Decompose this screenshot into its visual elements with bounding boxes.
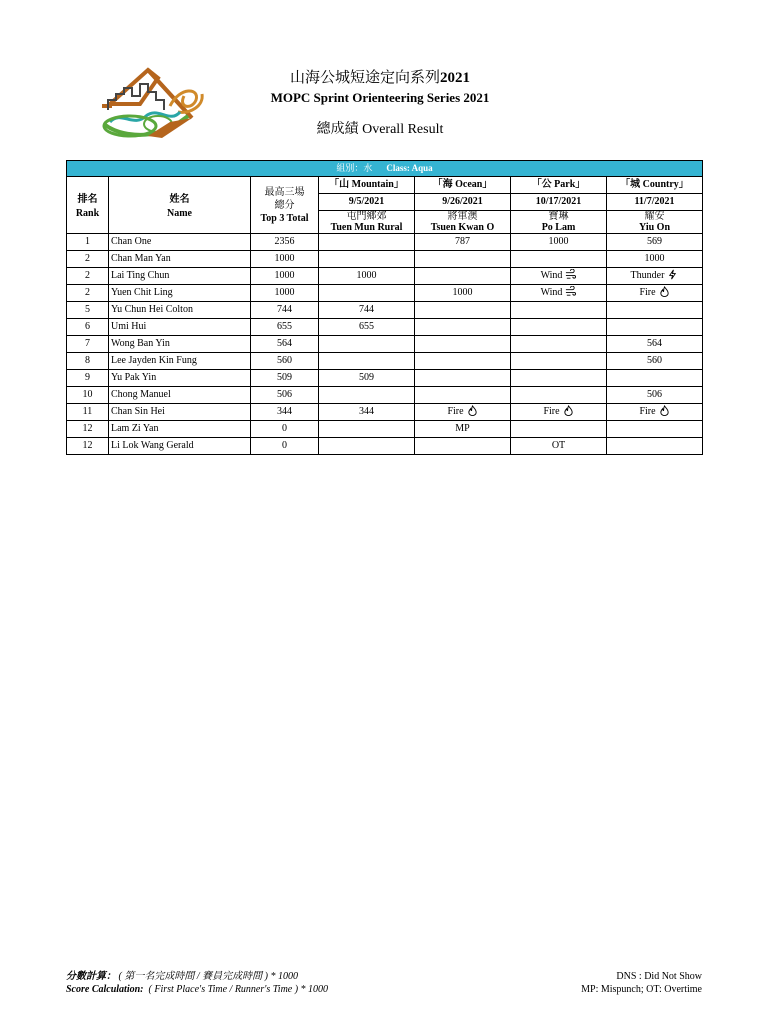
wind-icon — [565, 286, 576, 297]
results-table — [66, 160, 703, 455]
table-row — [67, 268, 703, 285]
rank-cell: 8 — [67, 353, 109, 370]
event-4-cell: Fire — [607, 404, 703, 421]
event-1-cell: 655 — [319, 319, 415, 336]
name-header: 姓名 Name — [109, 177, 251, 234]
event-4-cell: Fire — [607, 285, 703, 302]
event-2-venue: 將軍澳 Tsuen Kwan O — [415, 211, 511, 234]
event-4-cell: 560 — [607, 353, 703, 370]
name-cell: Lai Ting Chun — [109, 268, 251, 285]
event-4-cell: 569 — [607, 234, 703, 251]
total-cell: 344 — [251, 404, 319, 421]
series-title-zh: 山海公城短途定向系列2021 — [289, 70, 470, 86]
table-row — [67, 234, 703, 251]
event-3-cell: Wind — [511, 268, 607, 285]
event-1-cell — [319, 387, 415, 404]
rank-cell: 12 — [67, 421, 109, 438]
rank-header: 排名 Rank — [67, 177, 109, 234]
event-1-cell: 509 — [319, 370, 415, 387]
event-3-cell — [511, 353, 607, 370]
event-2-cell — [415, 251, 511, 268]
table-row — [67, 404, 703, 421]
event-3-cell — [511, 387, 607, 404]
event-2-cell — [415, 268, 511, 285]
total-cell: 0 — [251, 438, 319, 455]
name-cell: Lam Zi Yan — [109, 421, 251, 438]
event-2-cell — [415, 336, 511, 353]
name-cell: Chan Sin Hei — [109, 404, 251, 421]
event-1-cell: 744 — [319, 302, 415, 319]
event-3-cell — [511, 336, 607, 353]
event-3-date: 10/17/2021 — [511, 194, 607, 211]
name-cell: Chan Man Yan — [109, 251, 251, 268]
table-row — [67, 421, 703, 438]
rank-cell: 9 — [67, 370, 109, 387]
result-title: 總成績 Overall Result — [316, 122, 444, 137]
name-cell: Yu Chun Hei Colton — [109, 302, 251, 319]
event-4-venue: 耀安 Yiu On — [607, 211, 703, 234]
event-2-cell — [415, 370, 511, 387]
table-row — [67, 370, 703, 387]
total-cell: 509 — [251, 370, 319, 387]
total-cell: 1000 — [251, 268, 319, 285]
event-3-cell — [511, 421, 607, 438]
event-2-date: 9/26/2021 — [415, 194, 511, 211]
event-1-cell — [319, 336, 415, 353]
event-1-cell — [319, 285, 415, 302]
event-2-cell — [415, 387, 511, 404]
table-row — [67, 387, 703, 404]
series-title-en: MOPC Sprint Orienteering Series 2021 — [270, 90, 490, 105]
rank-cell: 2 — [67, 285, 109, 302]
event-2-cell — [415, 353, 511, 370]
total-cell: 1000 — [251, 251, 319, 268]
event-4-cell — [607, 421, 703, 438]
event-4-cell — [607, 370, 703, 387]
total-cell: 560 — [251, 353, 319, 370]
event-2-cell: MP — [415, 421, 511, 438]
name-cell: Lee Jayden Kin Fung — [109, 353, 251, 370]
rank-cell: 2 — [67, 268, 109, 285]
total-header: 最高三場 總分 Top 3 Total — [251, 177, 319, 234]
event-1-label: 「山 Mountain」 — [319, 177, 415, 194]
event-3-label: 「公 Park」 — [511, 177, 607, 194]
rank-cell: 5 — [67, 302, 109, 319]
table-row — [67, 302, 703, 319]
event-4-cell — [607, 438, 703, 455]
rank-cell: 7 — [67, 336, 109, 353]
name-cell: Yu Pak Yin — [109, 370, 251, 387]
event-2-label: 「海 Ocean」 — [415, 177, 511, 194]
event-1-date: 9/5/2021 — [319, 194, 415, 211]
table-row — [67, 251, 703, 268]
table-row — [67, 353, 703, 370]
event-4-cell: Thunder — [607, 268, 703, 285]
total-cell: 2356 — [251, 234, 319, 251]
fire-icon — [563, 405, 574, 416]
event-4-cell — [607, 302, 703, 319]
event-1-cell: 1000 — [319, 268, 415, 285]
rank-cell: 6 — [67, 319, 109, 336]
mopc-logo — [100, 66, 210, 146]
event-3-cell — [511, 370, 607, 387]
wind-icon — [565, 269, 576, 280]
rank-cell: 11 — [67, 404, 109, 421]
event-3-venue: 寶琳 Po Lam — [511, 211, 607, 234]
event-4-cell: 564 — [607, 336, 703, 353]
fire-icon — [659, 405, 670, 416]
table-row — [67, 438, 703, 455]
total-cell: 655 — [251, 319, 319, 336]
name-cell: Wong Ban Yin — [109, 336, 251, 353]
table-row — [67, 285, 703, 302]
event-2-cell — [415, 438, 511, 455]
name-cell: Yuen Chit Ling — [109, 285, 251, 302]
event-1-cell — [319, 234, 415, 251]
fire-icon — [659, 286, 670, 297]
name-cell: Chan One — [109, 234, 251, 251]
event-3-cell: Fire — [511, 404, 607, 421]
total-cell: 744 — [251, 302, 319, 319]
name-cell: Umi Hui — [109, 319, 251, 336]
event-4-date: 11/7/2021 — [607, 194, 703, 211]
event-1-cell — [319, 251, 415, 268]
event-3-cell: 1000 — [511, 234, 607, 251]
table-row — [67, 319, 703, 336]
score-calculation: 分數計算： ( 第一名完成時間 / 賽員完成時間 ) * 1000 Score Calculation: ( First Place's Time / Runner's Time ) * 1000 — [66, 971, 329, 995]
event-4-cell: 1000 — [607, 251, 703, 268]
event-2-cell: 1000 — [415, 285, 511, 302]
rank-cell: 12 — [67, 438, 109, 455]
event-2-cell: Fire — [415, 404, 511, 421]
event-3-cell: OT — [511, 438, 607, 455]
name-cell: Chong Manuel — [109, 387, 251, 404]
event-4-cell: 506 — [607, 387, 703, 404]
event-3-cell: Wind — [511, 285, 607, 302]
class-label-en: Class: Aqua — [386, 163, 433, 173]
rank-cell: 2 — [67, 251, 109, 268]
event-3-cell — [511, 302, 607, 319]
class-band — [67, 161, 703, 177]
thunder-icon — [667, 269, 678, 280]
total-cell: 1000 — [251, 285, 319, 302]
fire-icon — [467, 405, 478, 416]
event-2-cell: 787 — [415, 234, 511, 251]
event-1-cell — [319, 421, 415, 438]
event-1-cell — [319, 438, 415, 455]
event-1-cell — [319, 353, 415, 370]
table-row — [67, 336, 703, 353]
total-cell: 506 — [251, 387, 319, 404]
rank-cell: 10 — [67, 387, 109, 404]
total-cell: 0 — [251, 421, 319, 438]
event-1-cell: 344 — [319, 404, 415, 421]
event-4-label: 「城 Country」 — [607, 177, 703, 194]
class-label-zh: 組別：水 — [336, 163, 373, 173]
event-4-cell — [607, 319, 703, 336]
event-3-cell — [511, 251, 607, 268]
header-row-1 — [67, 177, 703, 194]
event-2-cell — [415, 302, 511, 319]
legend: DNS : Did Not Show MP: Mispunch; OT: Overtime — [581, 971, 702, 995]
event-3-cell — [511, 319, 607, 336]
results-body — [67, 234, 703, 455]
total-cell: 564 — [251, 336, 319, 353]
event-2-cell — [415, 319, 511, 336]
name-cell: Li Lok Wang Gerald — [109, 438, 251, 455]
event-1-venue: 屯門鄉郊 Tuen Mun Rural — [319, 211, 415, 234]
rank-cell: 1 — [67, 234, 109, 251]
